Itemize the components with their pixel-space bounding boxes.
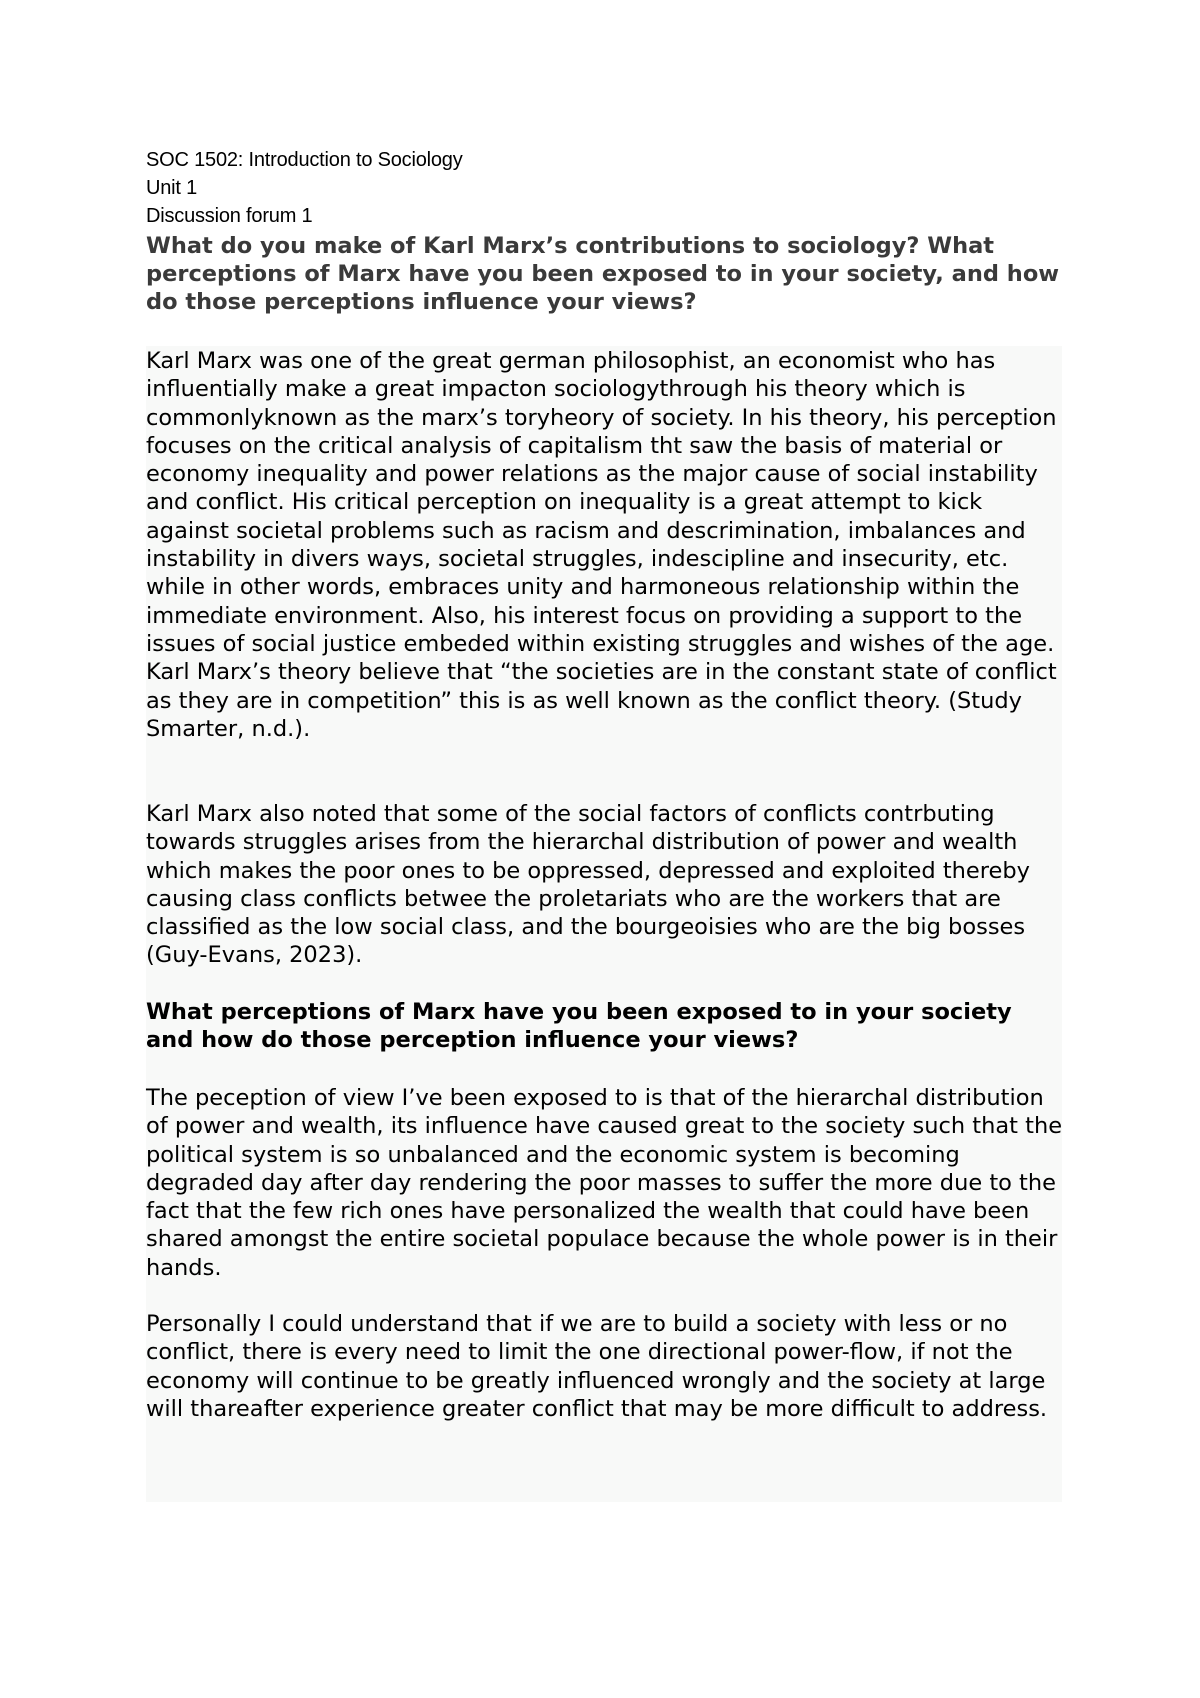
document-header [146,146,1066,230]
unit-label: Unit 1 [146,177,198,199]
course-title: SOC 1502: Introduction to Sociology [146,149,463,171]
discussion-question: What do you make of Karl Marx’s contributions to sociology? What perceptions of Marx have you been exposed to in your society, and how do those perceptions influence your views? [146,233,1060,315]
paragraph-perception-exposed: The peception of view I’ve been exposed to is that of the hierarchal distribution of power and wealth, its influence have caused great to the society such that the political system is so unbalanced and the economic system is becoming degraded day after day rendering the poor masses to suffer the more due to the fact that the few rich ones have personalized the wealth that could have been shared amongst the entire societal populace because the whole power is in their hands. [146,1085,1063,1281]
sub-question-perceptions: What perceptions of Marx have you been exposed to in your society and how do those perception influence your views? [146,999,1012,1054]
paragraph-marx-contributions: Karl Marx was one of the great german philosophist, an economist who has influentially make a great impacton sociologythrough his theory which is commonlyknown as the marx’s toryheory of society. In his theory, his perception focuses on the critical analysis of capitalism tht saw the basis of material or economy inequality and power relations as the major cause of social instability and conflict. His critical perception on inequality is a great attempt to kick against societal problems such as racism and descrimination, imbalances and instability in divers ways, societal struggles, indescipline and insecurity, etc. while in other words, embraces unity and harmoneous relationship within the immediate environment. Also, his interest focus on providing a support to the issues of social justice embeded within existing struggles and wishes of the age. Karl Marx’s theory believe that “the societies are in the constant state of conflict as they are in competition” this is as well known as the conflict theory. (Study Smarter, n.d.). [146,348,1057,742]
paragraph-class-conflict: Karl Marx also noted that some of the social factors of conflicts contrbuting towards struggles arises from the hierarchal distribution of power and wealth which makes the poor ones to be oppressed, depressed and exploited thereby causing class conflicts betwee the proletariats who are the workers that are classified as the low social class, and the bourgeoisies who are the big bosses (Guy-Evans, 2023). [146,801,1030,969]
paragraph-personal-view: Personally I could understand that if we are to build a society with less or no conflict, there is every need to limit the one directional power-flow, if not the economy will continue to be greatly influenced wrongly and the society at large will thareafter experience greater conflict that may be more difficult to address. [146,1311,1048,1422]
forum-label: Discussion forum 1 [146,205,313,227]
